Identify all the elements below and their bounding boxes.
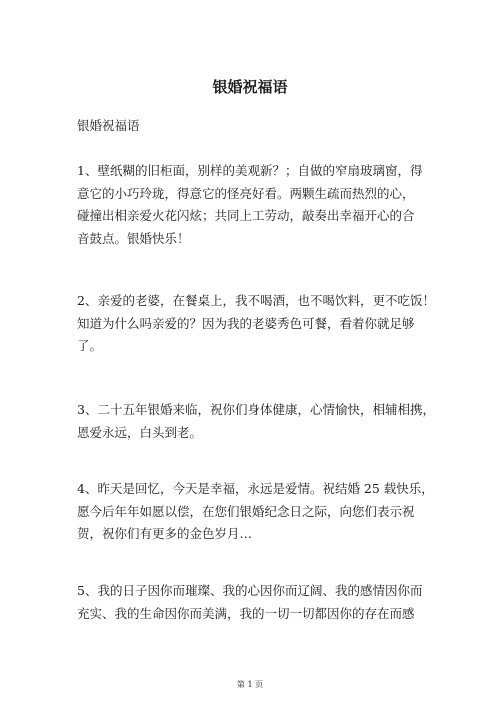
paragraph-line: 3、二十五年银婚来临，祝你们身体健康，心情愉快，相辅相携， [77,402,435,417]
paragraph-line: 愿今后年年如愿以偿，在您们银婚纪念日之际，向您们表示祝 [77,503,415,519]
paragraph-5 [77,580,422,625]
paragraph-line: 贺，祝你们有更多的金色岁月… [77,526,253,541]
paragraph-1 [77,160,422,250]
paragraph-line: 4、昨天是回忆，今天是幸福，永远是爱情。祝结婚 25 载快乐， [77,481,434,496]
paragraph-line: 音鼓点。银婚快乐！ [77,230,190,246]
paragraph-line: 碰撞出相亲爱火花闪炫；共同上工劳动，敲奏出幸福开心的合 [77,208,415,223]
page-number: 第 1 页 [236,680,264,689]
paragraph-4 [77,478,434,546]
document-title: 银婚祝福语 [212,78,288,96]
paragraph-line: 2、亲爱的老婆，在餐桌上，我不喝酒，也不喝饮料，更不吃饭！ [77,293,435,308]
document-subtitle: 银婚祝福语 [77,118,140,133]
paragraph-3 [77,399,435,444]
paragraph-line: 知道为什么吗亲爱的？因为我的老婆秀色可餐，看着你就足够 [77,315,415,331]
paragraph-2 [77,290,435,358]
paragraph-line: 5、我的日子因你而璀璨、我的心因你而辽阔、我的感情因你而 [77,583,423,598]
paragraph-line: 充实、我的生命因你而美满，我的一切一切都因你的存在而感 [77,605,415,621]
paragraph-line: 意它的小巧玲珑，得意它的怪亮好看。两颗生疏而热烈的心， [77,185,415,201]
paragraph-line: 1、壁纸糊的旧柜面，别样的美观新？；自做的窄扇玻璃窗，得 [77,163,423,178]
paragraph-line: 恩爱永远，白头到老。 [77,424,203,440]
paragraph-line: 了。 [77,338,103,353]
